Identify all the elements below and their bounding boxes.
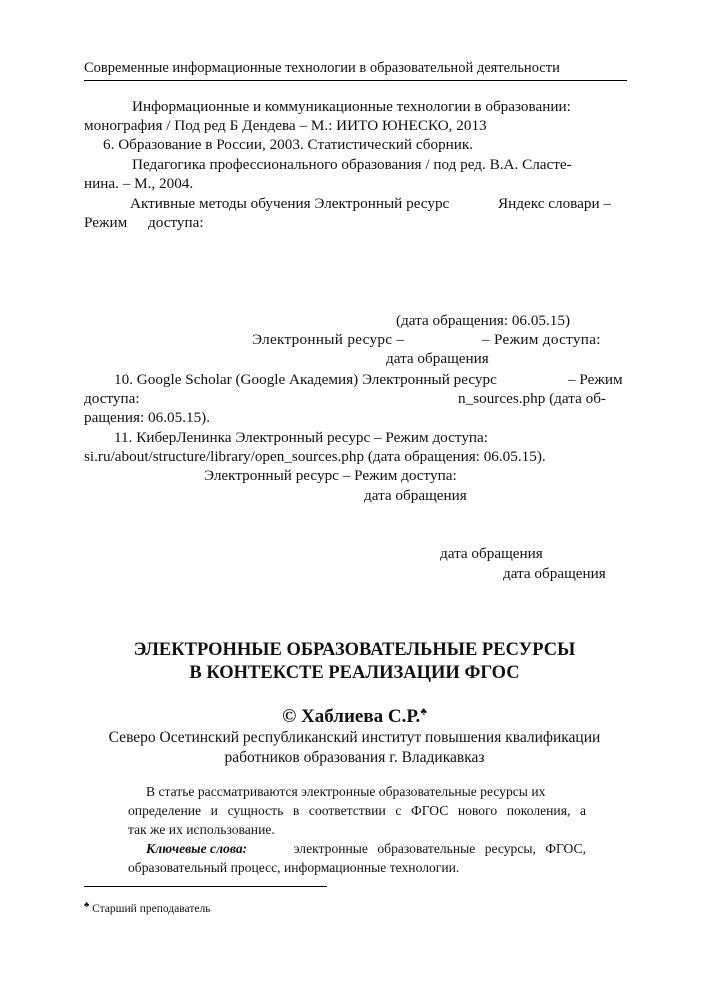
reference-13-date: дата обращения (440, 545, 543, 562)
footnote-marker-icon: ♣ (420, 706, 427, 718)
keywords-label: Ключевые слова: (146, 841, 248, 856)
abstract-line-1: В статье рассматриваются электронные образовательные ресурсы их (146, 784, 546, 799)
footnote-rule (84, 886, 327, 887)
footnote-marker-icon: ♣ (84, 900, 90, 909)
header-rule (84, 80, 627, 81)
reference-8-line-1b: Яндекс словари – (498, 195, 612, 212)
abstract-line-3: так же их использование. (128, 822, 275, 837)
reference-9-line-2: дата обращения (386, 350, 489, 367)
article-title-line-2: В КОНТЕКСТЕ РЕАЛИЗАЦИИ ФГОС (189, 663, 520, 683)
keywords-text: электронные образовательные ресурсы, ФГОС, (293, 841, 586, 856)
reference-8-date: (дата обращения: 06.05.15) (396, 312, 571, 329)
affiliation-line-2: работников образования г. Владикавказ (224, 749, 485, 766)
keywords-line-1 (146, 839, 586, 858)
running-head: Современные информационные технологии в образовательной деятельности (84, 60, 560, 76)
reference-10-line-1a: 10. Google Scholar (Google Академия) Электронный ресурс (114, 371, 497, 388)
article-title-line-1: ЭЛЕКТРОННЫЕ ОБРАЗОВАТЕЛЬНЫЕ РЕСУРСЫ (133, 640, 576, 660)
reference-7-line-1: Педагогика профессионального образования / под ред. В.А. Сласте- (132, 156, 572, 173)
reference-12-line-2: дата обращения (364, 487, 467, 504)
reference-11-line-2: si.ru/about/structure/library/open_sources.php (дата обращения: 06.05.15). (84, 448, 546, 465)
reference-12-line-1: Электронный ресурс – Режим доступа: (204, 467, 457, 484)
reference-5-line-2: монография / Под ред Б Дендева – М.: ИИТО ЮНЕСКО, 2013 (84, 117, 487, 134)
reference-5-line-1 (84, 97, 627, 116)
reference-14-date: дата обращения (503, 565, 606, 582)
reference-9-line-1a: Электронный ресурс – (252, 331, 405, 348)
reference-6: 6. Образование в России, 2003. Статистический сборник. (103, 136, 474, 153)
footnote-text: Старший преподаватель (92, 902, 211, 915)
reference-8-line-2a: Режим (84, 214, 128, 231)
keywords-line-2: образовательный процесс, информационные технологии. (128, 860, 460, 875)
author-name: © Хаблиева С.Р. (282, 706, 421, 727)
reference-10-line-1b: – Режим (568, 371, 623, 388)
reference-8-line-1a: Активные методы обучения Электронный ресурс (130, 195, 450, 212)
reference-10-line-2b: n_sources.php (дата об- (458, 390, 606, 407)
reference-10-line-3: ращения: 06.05.15). (84, 409, 211, 426)
author (0, 706, 709, 728)
affiliation-line-1: Северо Осетинский республиканский институт повышения квалификации (108, 729, 601, 746)
reference-11-line-1: 11. КиберЛенинка Электронный ресурс – Режим доступа: (114, 429, 489, 446)
footnote (84, 900, 210, 915)
reference-8-line-2b: доступа: (148, 214, 204, 231)
abstract-line-2: определение и сущность в соответствии с ФГОС нового поколения, а (128, 803, 586, 818)
reference-9-line-1b: – Режим доступа: (482, 331, 601, 348)
reference-7-line-2: нина. – М., 2004. (84, 175, 194, 192)
reference-text: Информационные и коммуникационные технологии в образовании: (132, 98, 571, 115)
reference-10-line-2a: доступа: (84, 390, 140, 407)
